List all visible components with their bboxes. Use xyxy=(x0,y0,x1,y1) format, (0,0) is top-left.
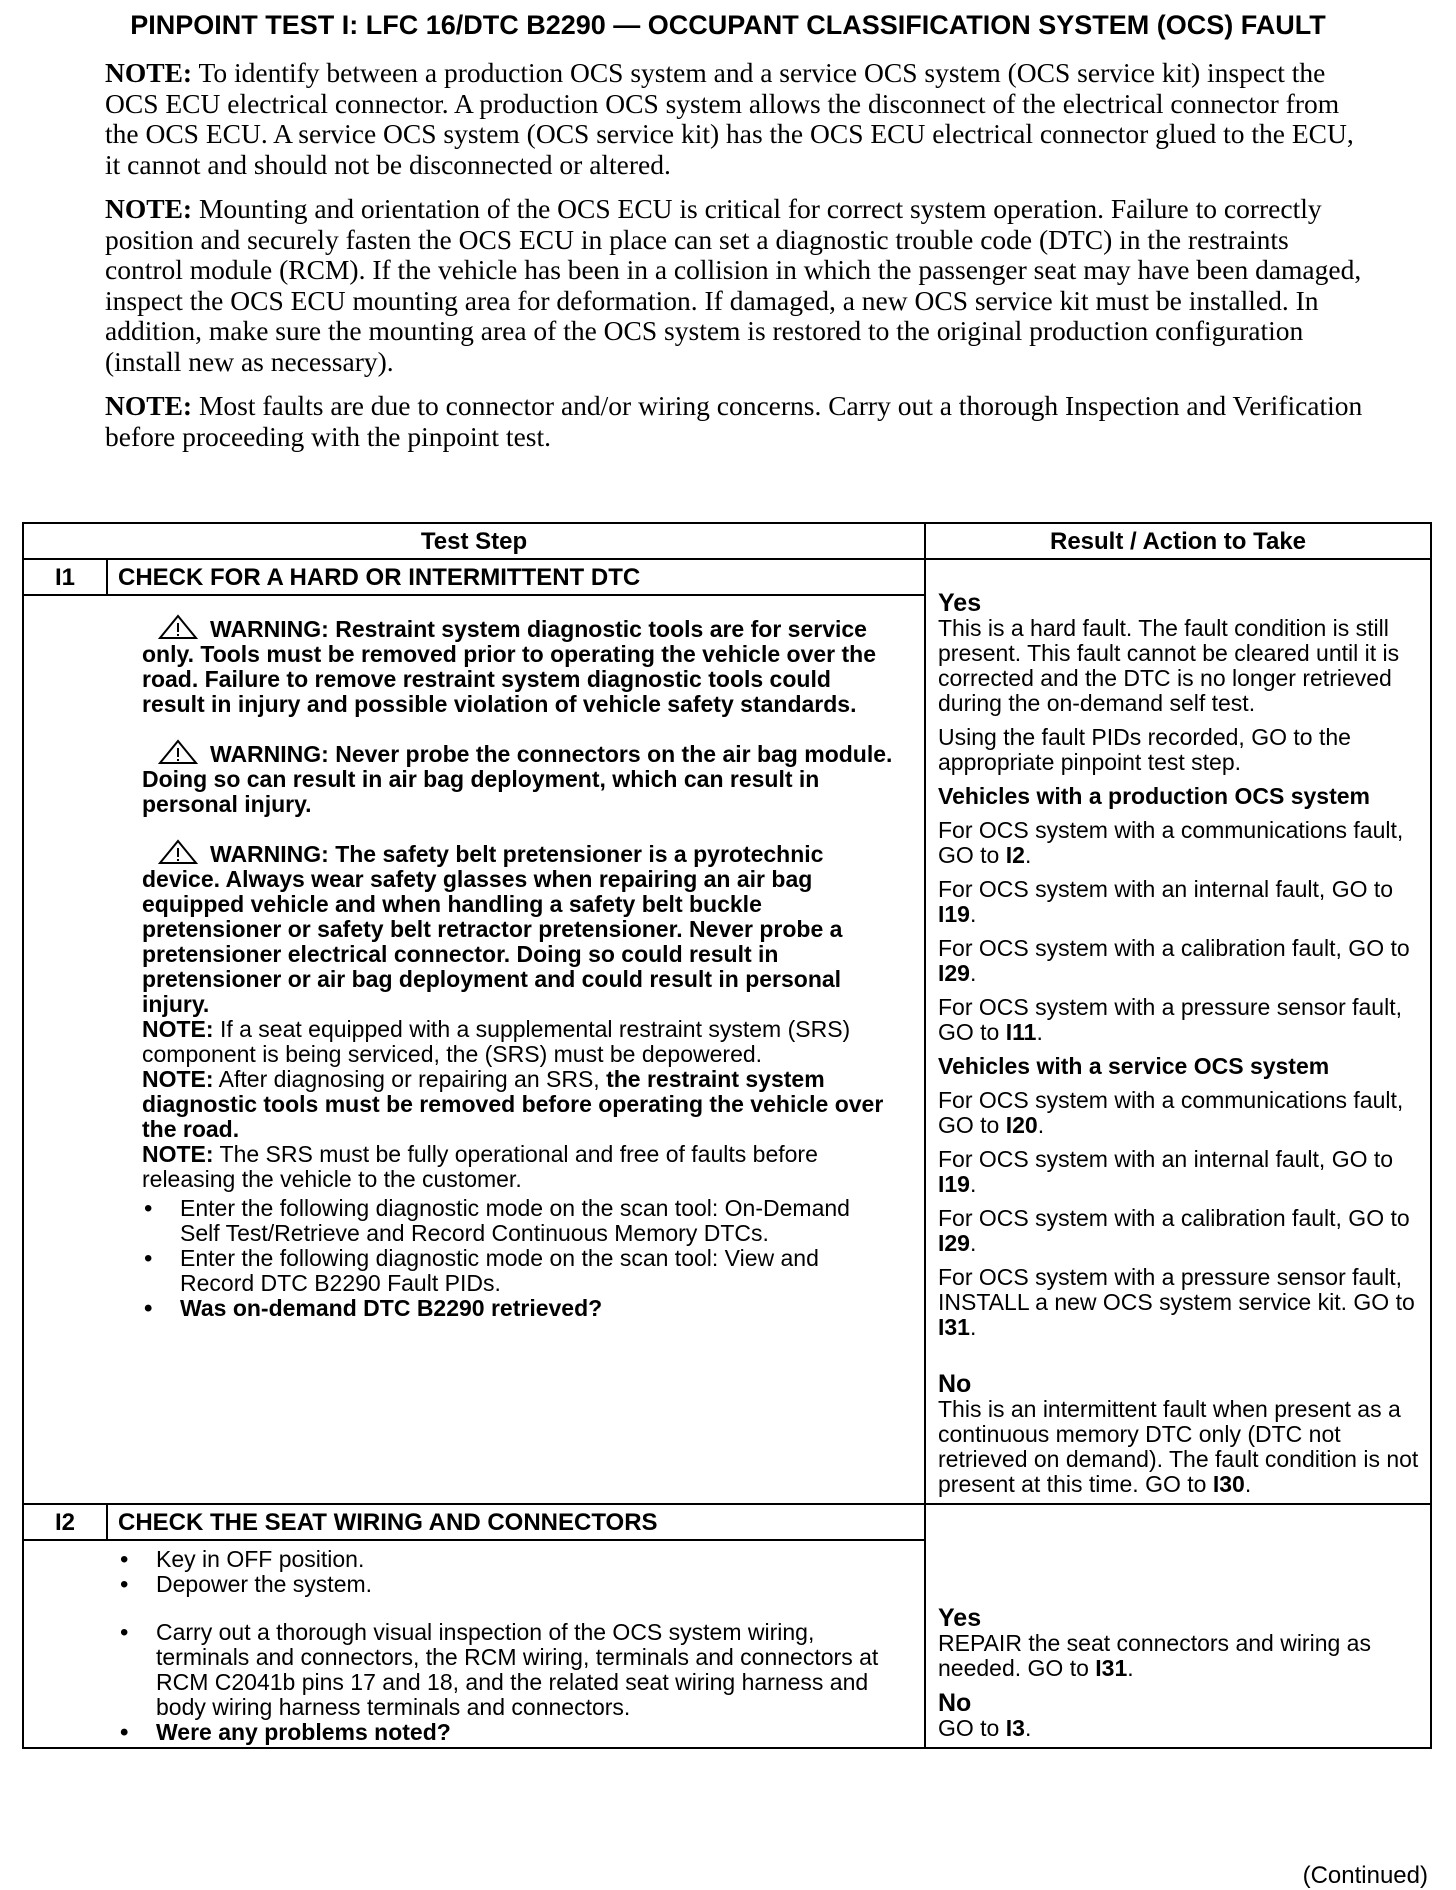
note-ocs-identify xyxy=(105,58,1365,180)
result-line: GO to xyxy=(938,1715,1006,1741)
note-label: NOTE: xyxy=(142,1016,214,1042)
result-text: Using the fault PIDs recorded, GO to the appropriate pinpoint test step. xyxy=(938,724,1351,775)
step-link[interactable]: I20 xyxy=(1005,1112,1038,1138)
result-text: GO to I3. xyxy=(938,1715,1032,1741)
table-header-row xyxy=(23,523,1431,559)
result-line: REPAIR the seat connectors and wiring as needed. GO to xyxy=(938,1630,1371,1681)
note-text: Mounting and orientation of the OCS ECU is critical for correct system operation. Failure to correctly position and securely fasten the OCS ECU in place can set a diagnostic trouble code (DTC) in the restraints control module (RCM). If the vehicle has been in a collision in which the passenger seat may have been damaged, inspect the OCS ECU mounting area for deformation. If damaged, a new OCS service kit must be installed. In addition, make sure the mounting area of the OCS system is restored to the original production configuration (install new as necessary). xyxy=(105,193,1362,377)
warning xyxy=(142,614,894,717)
result-line: This is an intermittent fault when present as a continuous memory DTC only (DTC not retrieved on demand). The fault condition is not present at this time. GO to xyxy=(938,1396,1419,1497)
result-line: For OCS system with a pressure sensor fault, INSTALL a new OCS system service kit. GO to xyxy=(938,1264,1415,1315)
result-line: For OCS system with a calibration fault, GO to xyxy=(938,935,1410,961)
step-i1-body xyxy=(23,595,925,1504)
step-id: I2 xyxy=(23,1504,107,1540)
step-link[interactable]: I11 xyxy=(1005,1019,1037,1045)
note-remove-tools xyxy=(142,1067,894,1142)
list-item: • Key in OFF position. xyxy=(118,1547,894,1572)
result-text: This is a hard fault. The fault condition is still present. This fault cannot be cleared until it is corrected and the DTC is no longer retrieved during the on-demand self test. xyxy=(938,615,1400,716)
step-link[interactable]: I3 xyxy=(1005,1715,1025,1741)
note-connector-concerns xyxy=(105,391,1365,452)
note-text: The SRS must be fully operational and free of faults before releasing the vehicle to the customer. xyxy=(142,1141,818,1192)
list-item: • Carry out a thorough visual inspection of the OCS system wiring, terminals and connectors, the RCM wiring, terminals and connectors at RCM C2041b pins 17 and 18, and the related seat wiring harness and body wiring harness terminals and connectors. xyxy=(118,1620,894,1720)
warning xyxy=(142,839,894,1017)
note-ocs-mounting xyxy=(105,194,1365,377)
warning xyxy=(142,739,894,817)
result-line: For OCS system with a calibration fault, GO to xyxy=(938,1205,1410,1231)
notes-section xyxy=(105,58,1365,466)
note-text: Most faults are due to connector and/or wiring concerns. Carry out a thorough Inspection and Verification before proceeding with the pinpoint test. xyxy=(105,390,1363,452)
list-item: • Was on-demand DTC B2290 retrieved? xyxy=(142,1296,894,1321)
step-i2-result xyxy=(925,1504,1431,1748)
result-subheading: Vehicles with a service OCS system xyxy=(938,1053,1330,1079)
step-link[interactable]: I29 xyxy=(938,1230,970,1256)
warning-text: WARNING: The safety belt pretensioner is a pyrotechnic device. Always wear safety glasses when repairing an air bag equipped vehicle and when handling a safety belt buckle pretensioner or safety belt retractor pretensioner. Never probe a pretensioner electrical connector. Doing so could result in pretensioner or air bag deployment and could result in personal injury. xyxy=(142,841,843,1017)
continued-label: (Continued) xyxy=(1302,1862,1428,1889)
result-text: REPAIR the seat connectors and wiring as needed. GO to I31. xyxy=(938,1630,1371,1681)
note-text-bold: the restraint system diagnostic tools must be removed before operating the vehicle over the road. xyxy=(142,1066,884,1142)
result-text: For OCS system with a calibration fault, GO to I29. xyxy=(938,935,1410,986)
result-line: For OCS system with a communications fault, GO to xyxy=(938,1087,1404,1138)
result-text: For OCS system with a communications fault, GO to I2. xyxy=(938,817,1404,868)
step-i1-list xyxy=(142,1196,894,1321)
step-link[interactable]: I31 xyxy=(1095,1655,1128,1681)
note-label: NOTE: xyxy=(105,390,193,421)
result-text: For OCS system with a calibration fault, GO to I29. xyxy=(938,1205,1410,1256)
list-item: • Enter the following diagnostic mode on the scan tool: View and Record DTC B2290 Fault PIDs. xyxy=(142,1246,894,1296)
result-text: For OCS system with an internal fault, GO to I19. xyxy=(938,1146,1394,1197)
note-label: NOTE: xyxy=(142,1141,214,1167)
col-result: Result / Action to Take xyxy=(925,523,1431,559)
note-label: NOTE: xyxy=(142,1066,214,1092)
list-item: • Enter the following diagnostic mode on the scan tool: On-Demand Self Test/Retrieve and Record Continuous Memory DTCs. xyxy=(142,1196,894,1246)
result-line: For OCS system with an internal fault, GO to xyxy=(938,1146,1394,1172)
step-i1-header-row xyxy=(23,559,1431,595)
warning-triangle-icon xyxy=(158,614,198,640)
step-link[interactable]: I19 xyxy=(938,1171,970,1197)
page-title: PINPOINT TEST I: LFC 16/DTC B2290 — OCCUPANT CLASSIFICATION SYSTEM (OCS) FAULT xyxy=(130,10,1326,40)
step-link[interactable]: I19 xyxy=(938,901,970,927)
warning-triangle-icon xyxy=(158,739,198,765)
step-link[interactable]: I31 xyxy=(938,1314,970,1340)
list-item: • Depower the system. xyxy=(118,1572,894,1597)
step-i1-result xyxy=(925,559,1431,1504)
note-label: NOTE: xyxy=(105,193,193,224)
step-i2-header-row xyxy=(23,1504,1431,1540)
result-text: For OCS system with a communications fault, GO to I20. xyxy=(938,1087,1404,1138)
result-line: For OCS system with a pressure sensor fault, GO to xyxy=(938,994,1402,1045)
note-text: To identify between a production OCS system and a service OCS system (OCS service kit) inspect the OCS ECU electrical connector. A production OCS system allows the disconnect of the electrical connector from the OCS ECU. A service OCS system (OCS service kit) has the OCS ECU electrical connector glued to the ECU, it cannot and should not be disconnected or altered. xyxy=(105,57,1354,180)
no-label: No xyxy=(938,1689,972,1717)
no-label: No xyxy=(938,1370,972,1398)
step-i2-list xyxy=(118,1547,894,1745)
col-test-step: Test Step xyxy=(23,523,925,559)
result-line: For OCS system with an internal fault, GO to xyxy=(938,876,1394,902)
result-text: For OCS system with a pressure sensor fault, GO to I11. xyxy=(938,994,1402,1045)
note-text: If a seat equipped with a supplemental restraint system (SRS) component is being serviced, the (SRS) must be depowered. xyxy=(142,1016,851,1067)
step-i2-body xyxy=(23,1540,925,1748)
result-line: For OCS system with a communications fault, GO to xyxy=(938,817,1404,868)
yes-label: Yes xyxy=(938,589,982,617)
pinpoint-test-table xyxy=(22,522,1432,1749)
result-subheading: Vehicles with a production OCS system xyxy=(938,783,1371,809)
step-link[interactable]: I30 xyxy=(1212,1471,1245,1497)
step-heading: CHECK FOR A HARD OR INTERMITTENT DTC xyxy=(107,559,925,595)
yes-label: Yes xyxy=(938,1604,982,1632)
step-link[interactable]: I2 xyxy=(1005,842,1025,868)
warning-text: WARNING: Never probe the connectors on the air bag module. Doing so can result in air bag deployment, which can result in personal injury. xyxy=(142,741,893,817)
note-depower xyxy=(142,1017,894,1067)
list-item: • Were any problems noted? xyxy=(118,1720,894,1745)
note-label: NOTE: xyxy=(105,57,193,88)
note-srs-operational xyxy=(142,1142,894,1192)
step-link[interactable]: I29 xyxy=(938,960,970,986)
warning-triangle-icon xyxy=(158,839,198,865)
result-text: For OCS system with a pressure sensor fault, INSTALL a new OCS system service kit. GO to I31. xyxy=(938,1264,1415,1340)
result-text: This is an intermittent fault when present as a continuous memory DTC only (DTC not retrieved on demand). The fault condition is not present at this time. GO to I30. xyxy=(938,1396,1419,1497)
step-id: I1 xyxy=(23,559,107,595)
step-heading: CHECK THE SEAT WIRING AND CONNECTORS xyxy=(107,1504,925,1540)
note-text: After diagnosing or repairing an SRS, xyxy=(213,1066,600,1092)
result-text: For OCS system with an internal fault, GO to I19. xyxy=(938,876,1394,927)
warning-text: WARNING: Restraint system diagnostic tools are for service only. Tools must be removed prior to operating the vehicle over the road. Failure to remove restraint system diagnostic tools could result in injury and possible violation of vehicle safety standards. xyxy=(142,616,877,717)
